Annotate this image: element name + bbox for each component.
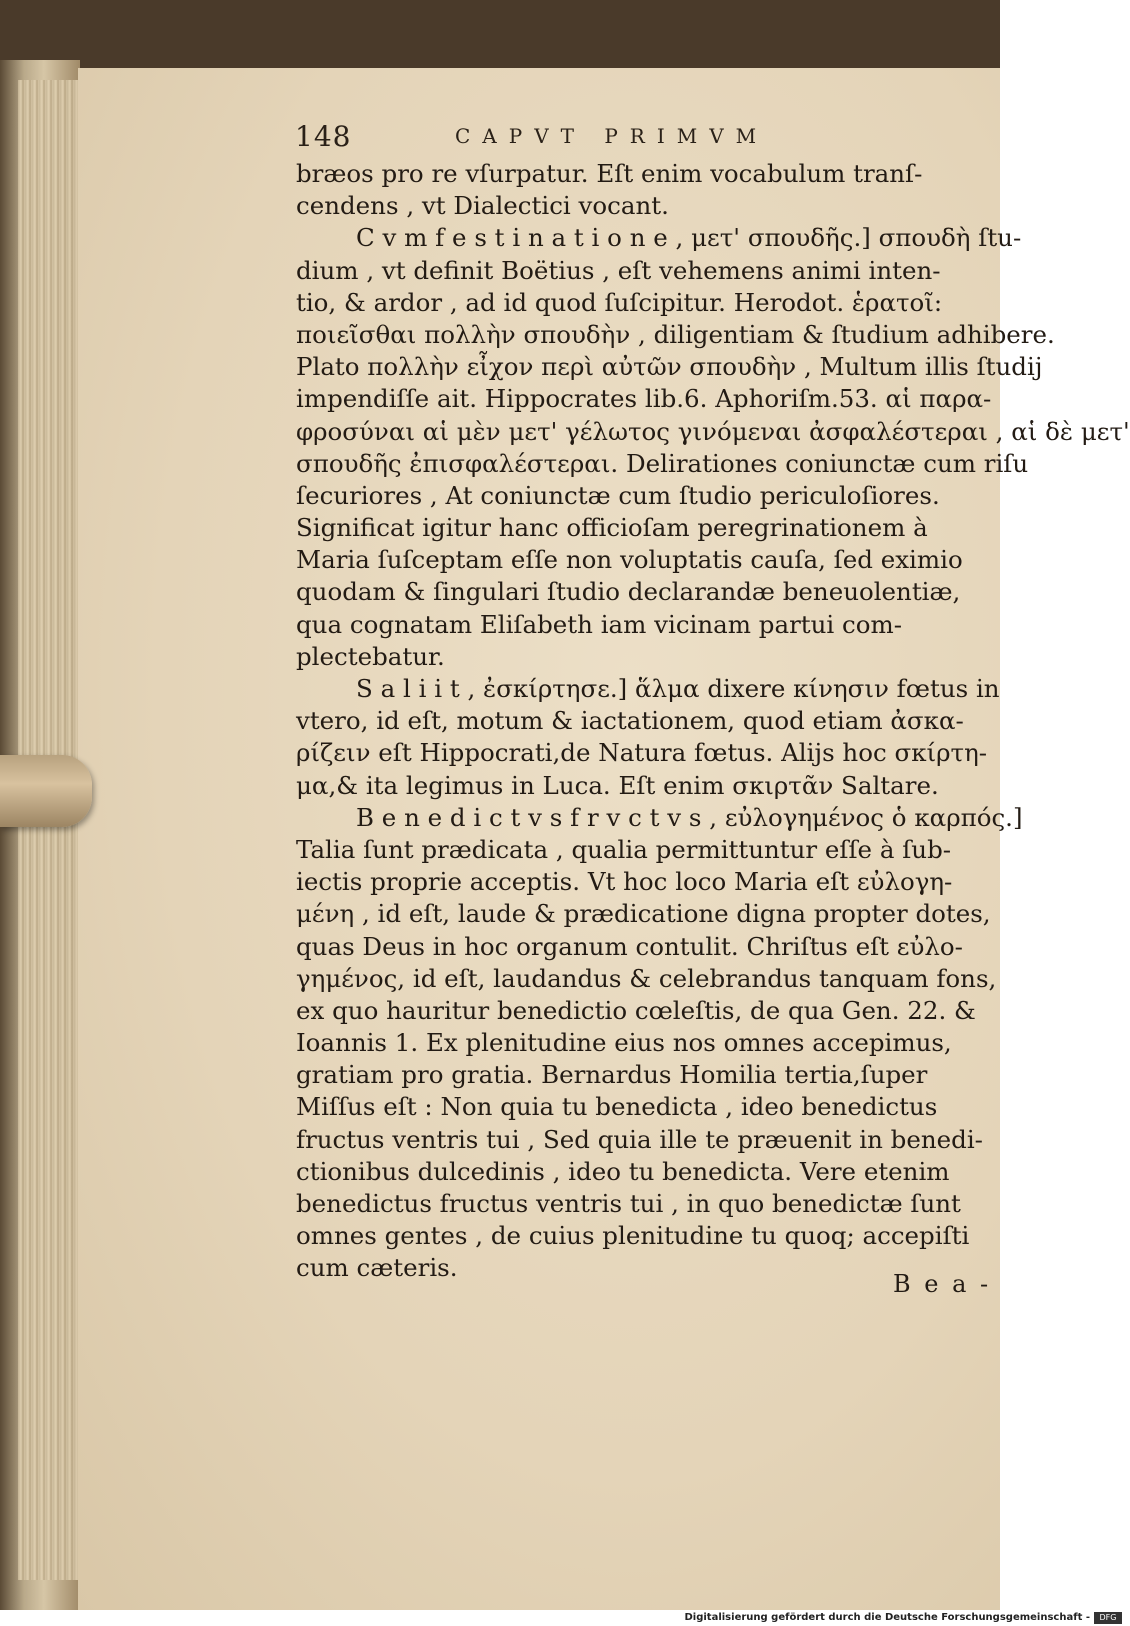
text-line: Ioannis 1. Ex plenitudine eius nos omnes accepimus,: [296, 1028, 952, 1058]
text-line: quas Deus in hoc organum contulit. Chriſtus eſt εὐλο-: [296, 931, 963, 961]
text-line: vtero, id eſt, motum & iactationem, quod etiam ἀσκα-: [296, 706, 964, 736]
text-line: tio, & ardor , ad id quod ſuſcipitur. Herodot. ἑρατοῖ:: [296, 287, 943, 317]
text-line: γημένος, id eſt, laudandus & celebrandus tanquam fons,: [296, 963, 997, 993]
text-line: B e n e d i c t v s f r v c t v s , εὐλογημένος ὁ καρπός.]: [356, 802, 1023, 832]
text-line: cendens , vt Dialectici vocant.: [296, 191, 669, 221]
chapter-title: CAPVT PRIMVM: [455, 124, 769, 148]
page-number: 148: [295, 120, 352, 153]
text-line: bræos pro re vſurpatur. Eſt enim vocabulum tranſ-: [296, 159, 923, 188]
text-line: ποιεῖσθαι πολλὴν σπουδὴν , diligentiam & ſtudium adhibere.: [296, 319, 1055, 349]
text-line: Plato πολλὴν εἶχον περὶ αὐτῶν σπουδὴν , Multum illis ſtudij: [296, 352, 1043, 382]
text-line: benedictus fructus ventris tui , in quo benedictæ ſunt: [296, 1189, 961, 1218]
text-line: Maria ſuſceptam eſſe non voluptatis cauſa, ſed eximio: [296, 545, 963, 575]
catchword: B e a -: [893, 1270, 992, 1298]
text-line: dium , vt definit Boëtius , eſt vehemens animi inten-: [296, 255, 941, 285]
text-line: qua cognatam Eliſabeth iam vicinam partui com-: [296, 609, 903, 639]
text-line: iectis proprie acceptis. Vt hoc loco Maria eſt εὐλογη-: [296, 867, 953, 897]
text-line: fructus ventris tui , Sed quia ille te præuenit in benedi-: [296, 1124, 983, 1154]
text-line: Miſſus eſt : Non quia tu benedicta , ideo benedictus: [296, 1092, 938, 1122]
text-line: omnes gentes , de cuius plenitudine tu quoq; accepiſti: [296, 1221, 970, 1251]
text-line: φροσύναι αἱ μὲν μετ' γέλωτος γινόμεναι ἀσφαλέστεραι , αἱ δὲ μετ': [296, 416, 1130, 446]
text-line: cum cæteris.: [296, 1253, 458, 1283]
text-line: μα,& ita legimus in Luca. Eſt enim σκιρτᾶν Saltare.: [296, 770, 939, 800]
running-head: [295, 120, 855, 160]
text-line: impendiſſe ait. Hippocrates lib.6. Aphoriſm.53. αἱ παρα-: [296, 384, 992, 414]
text-line: quodam & ſingulari ſtudio declarandæ beneuolentiæ,: [296, 577, 961, 607]
text-line: Significat igitur hanc officioſam peregrinationem à: [296, 513, 928, 543]
text-line: S a l i i t , ἐσκίρτησε.] ἅλμα dixere κίνησιν fœtus in: [356, 674, 1000, 703]
text-line: ctionibus dulcedinis , ideo tu benedicta. Vere etenim: [296, 1156, 950, 1186]
text-line: Talia ſunt prædicata , qualia permittuntur eſſe à ſub-: [296, 834, 952, 864]
text-line: gratiam pro gratia. Bernardus Homilia tertia,ſuper: [296, 1060, 928, 1090]
text-line: ſecuriores , At coniunctæ cum ſtudio periculoſiores.: [296, 480, 940, 510]
dfg-logo-icon: DFG: [1094, 1612, 1122, 1624]
funding-credit: Digitalisierung gefördert durch die Deutsche Forschungsgemeinschaft -: [684, 1612, 1090, 1623]
text-line: C v m f e s t i n a t i o n e , μετ' σπουδῆς.] σπουδὴ ſtu-: [356, 223, 1022, 253]
text-line: μένη , id eſt, laude & prædicatione digna propter dotes,: [296, 899, 991, 929]
bookmark-ribbon: [0, 755, 92, 827]
text-line: ρίζειν eſt Hippocrati,de Natura fœtus. Alijs hoc σκίρτη-: [296, 738, 988, 768]
text-line: ex quo hauritur benedictio cœleſtis, de qua Gen. 22. &: [296, 995, 976, 1025]
text-line: σπουδῆς ἐπισφαλέστεραι. Delirationes coniunctæ cum riſu: [296, 448, 1029, 478]
text-line: plectebatur.: [296, 641, 445, 671]
